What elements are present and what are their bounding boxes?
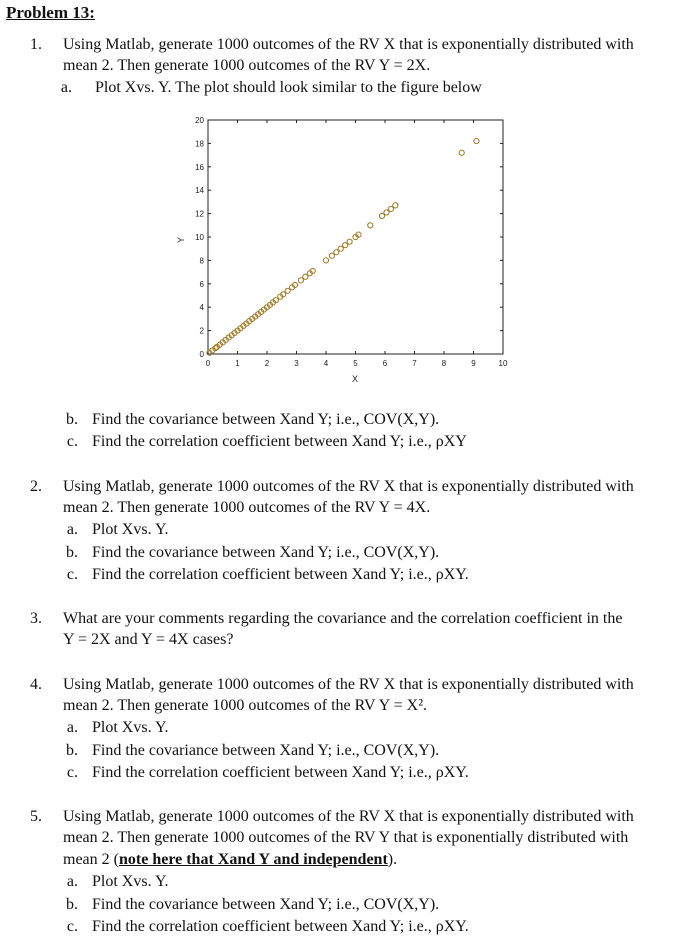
q4-c-label: c. [66,764,78,781]
y-tick-label: 8 [199,256,204,266]
data-point [329,253,334,258]
q1-a-label: a. [60,79,72,96]
problem-title: Problem 13: [6,3,95,22]
data-point [388,206,393,211]
plot-frame [208,120,503,354]
q2-a-label: a. [66,521,78,538]
data-point [368,223,373,228]
y-tick-label: 14 [195,186,204,196]
x-tick-label: 7 [412,359,417,368]
data-point [347,239,352,244]
q1-c-text: Find the correlation coefficient between Xand Y; i.e., ρXY [92,433,467,450]
q4-line1: Using Matlab, generate 1000 outcomes of the RV X that is exponentially distributed with [63,676,634,693]
q2-number: 2. [30,478,42,495]
x-axis-label: X [351,374,359,384]
q3-line1: What are your comments regarding the covariance and the correlation coefficient in the [63,610,623,627]
q5-a-text: Plot Xvs. Y. [92,873,169,890]
scatter-plot [170,110,520,390]
q2-c-label: c. [66,566,78,583]
y-tick-label: 6 [199,279,204,289]
q5-number: 5. [30,808,42,825]
x-tick-label: 8 [441,359,447,368]
y-axis-label: Y [176,236,186,244]
x-tick-label: 5 [353,359,358,368]
q1-line1: Using Matlab, generate 1000 outcomes of the RV X that is exponentially distributed with [63,36,634,53]
data-point [384,210,389,215]
q1-c-label: c. [66,433,78,450]
q4-c-text: Find the correlation coefficient between Xand Y; i.e., ρXY. [92,764,469,781]
q5-a-label: a. [66,873,78,890]
q5-independence-note: note here that Xand Y and independent [118,851,388,868]
q3-line2: Y = 2X and Y = 4X cases? [63,631,234,648]
y-tick-label: 10 [195,233,204,242]
q2-b-label: b. [66,544,78,561]
x-tick-label: 1 [235,359,240,368]
q2-b-text: Find the covariance between Xand Y; i.e., COV(X,Y). [92,544,440,561]
x-tick-label: 9 [471,359,476,368]
q1-b-label: b. [66,411,78,428]
q4-number: 4. [30,676,42,693]
q4-b-label: b. [66,742,78,759]
x-tick-label: 0 [205,359,211,368]
q2-c-text: Find the correlation coefficient between Xand Y; i.e., ρXY. [92,566,469,583]
q5-line3-post: ). [387,851,398,868]
data-point [474,138,479,143]
data-point [379,213,384,218]
data-point [323,258,328,263]
y-tick-label: 18 [195,139,204,149]
q4-line2: mean 2. Then generate 1000 outcomes of the RV Y = X². [63,697,428,714]
q5-b-text: Find the covariance between Xand Y; i.e., COV(X,Y). [92,896,440,913]
data-point [393,203,398,208]
q3-number: 3. [30,610,42,627]
data-point [298,278,303,283]
x-tick-label: 10 [498,359,508,368]
q1-a-text: Plot Xvs. Y. The plot should look similar to the figure below [95,79,482,96]
q4-a-text: Plot Xvs. Y. [92,719,169,736]
y-tick-label: 4 [199,303,204,313]
x-tick-label: 3 [294,359,299,368]
x-tick-label: 4 [323,359,329,368]
q5-line2: mean 2. Then generate 1000 outcomes of the RV Y that is exponentially distributed with [63,829,629,846]
y-tick-label: 2 [199,326,204,336]
x-tick-label: 6 [382,359,388,368]
data-point [338,246,343,251]
q5-line1: Using Matlab, generate 1000 outcomes of the RV X that is exponentially distributed with [63,808,634,825]
q1-b-text: Find the covariance between Xand Y; i.e., COV(X,Y). [92,411,440,428]
data-point [285,288,290,293]
data-point [459,150,464,155]
data-point [303,274,308,279]
data-point [334,250,339,255]
q5-b-label: b. [66,896,78,913]
q2-line1: Using Matlab, generate 1000 outcomes of the RV X that is exponentially distributed with [63,478,634,495]
q5-line3 [63,850,397,870]
data-point [343,243,348,248]
q5-c-text: Find the correlation coefficient between Xand Y; i.e., ρXY. [92,918,469,935]
y-tick-label: 12 [195,209,204,219]
y-tick-label: 16 [195,162,204,172]
y-tick-label: 0 [199,350,204,359]
q5-line3-pre: mean 2 ( [63,851,119,868]
x-tick-label: 2 [264,359,270,368]
q5-c-label: c. [66,918,78,935]
q4-a-label: a. [66,719,78,736]
y-tick-label: 20 [195,116,204,125]
q4-b-text: Find the covariance between Xand Y; i.e., COV(X,Y). [92,742,440,759]
q1-line2: mean 2. Then generate 1000 outcomes of the RV Y = 2X. [63,57,431,74]
q1-number: 1. [30,36,42,53]
q2-line2: mean 2. Then generate 1000 outcomes of the RV Y = 4X. [63,499,431,516]
q2-a-text: Plot Xvs. Y. [92,521,169,538]
